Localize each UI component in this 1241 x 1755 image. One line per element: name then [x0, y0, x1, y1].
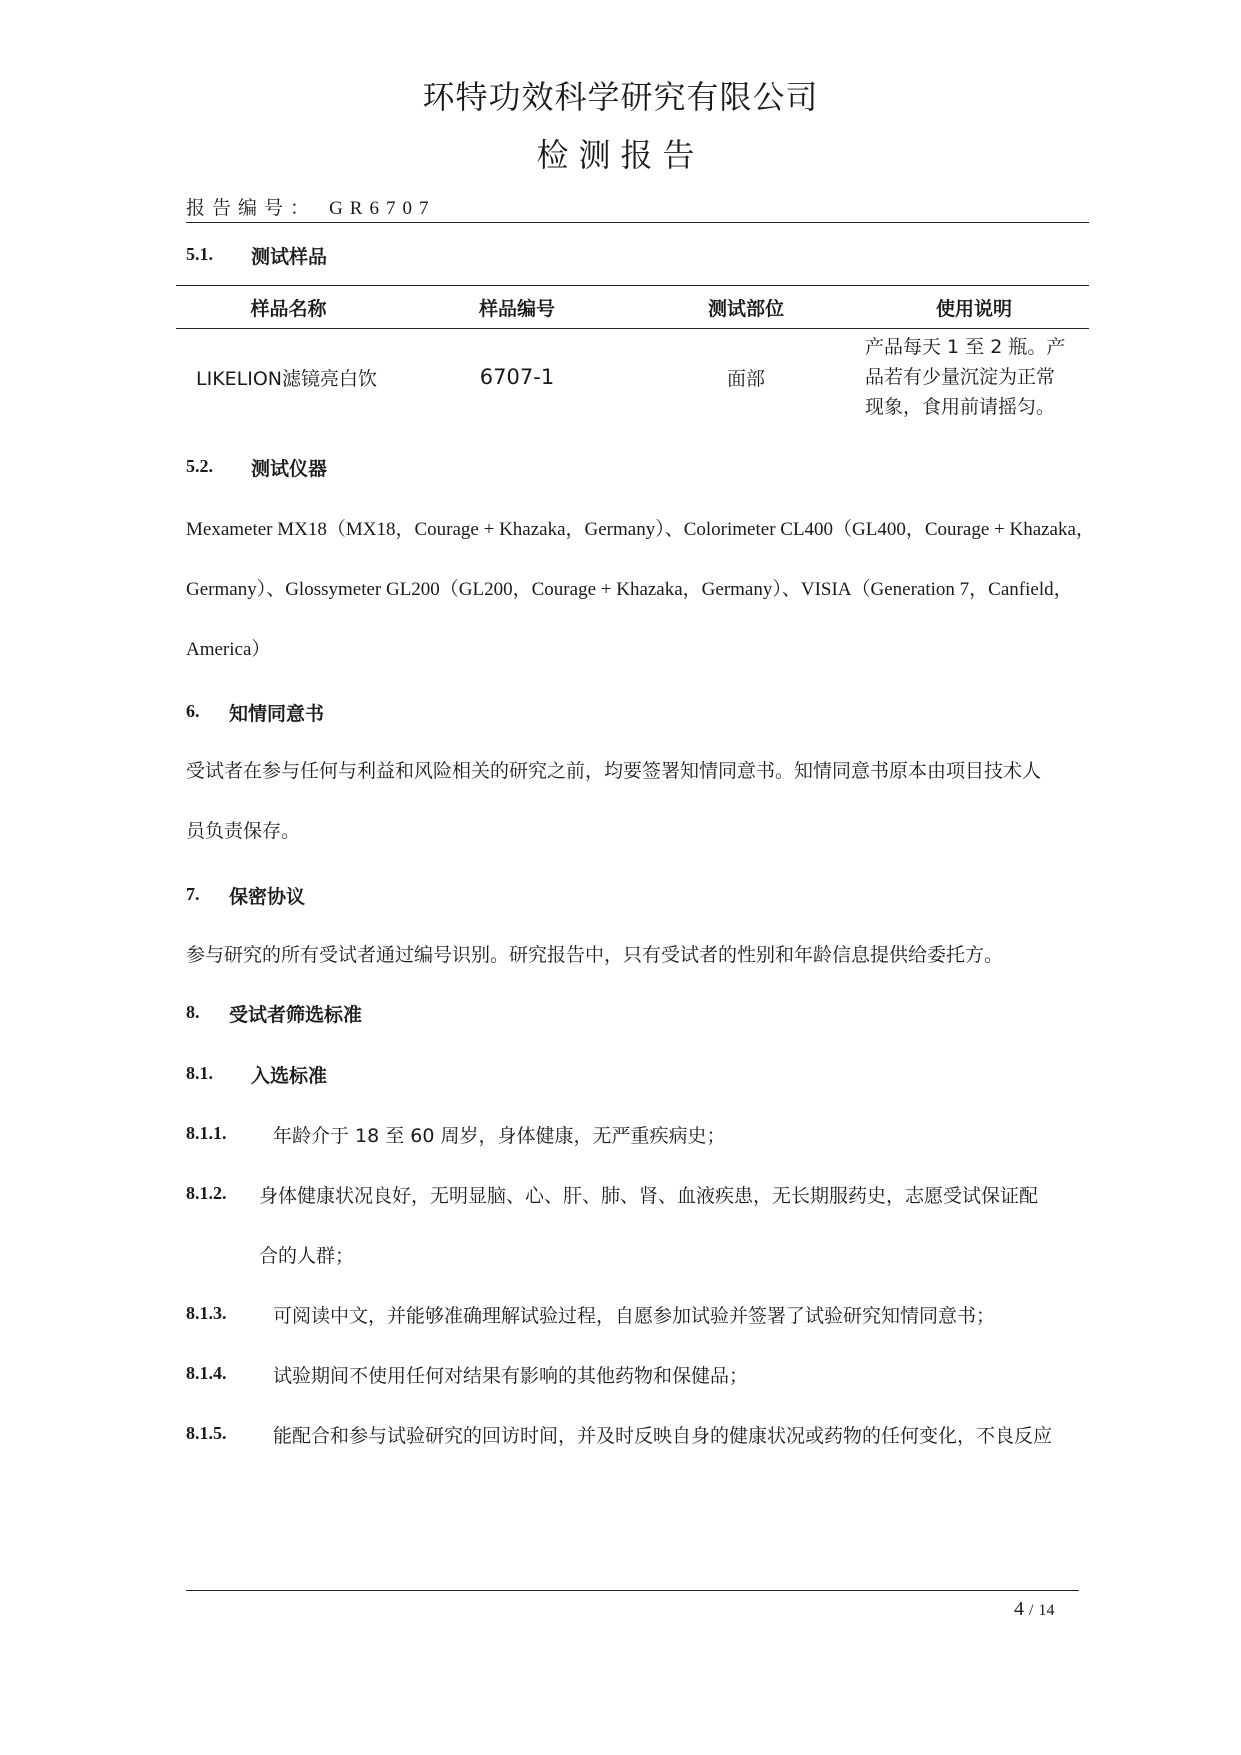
- section-title: 入选标准: [251, 1065, 328, 1087]
- usage-line: 现象，食用前请摇匀。: [865, 396, 1056, 418]
- section-title: 知情同意书: [229, 703, 325, 725]
- section-number: 8.: [186, 1002, 200, 1022]
- section-title: 保密协议: [229, 886, 306, 908]
- criterion-text: 试验期间不使用任何对结果有影响的其他药物和保健品；: [273, 1365, 749, 1387]
- col-header-sample-name: 样品名称: [176, 286, 401, 329]
- section-title: 测试仪器: [251, 458, 328, 480]
- company-name: 环特功效科学研究有限公司: [422, 78, 819, 116]
- col-header-test-area: 测试部位: [633, 286, 859, 329]
- criterion-item: [186, 1183, 1039, 1207]
- criterion-text: 能配合和参与试验研究的回访时间，并及时反映自身的健康状况或药物的任何变化，不良反应: [273, 1425, 1053, 1447]
- criterion-item: [186, 1303, 996, 1327]
- col-header-usage: 使用说明: [859, 286, 1089, 329]
- page-separator: /: [1029, 1602, 1034, 1619]
- total-pages: 14: [1038, 1602, 1055, 1619]
- usage-line: 品若有少量沉淀为正常: [865, 366, 1056, 388]
- section-number: 6.: [186, 701, 200, 721]
- section-number: 5.2.: [186, 456, 213, 476]
- section-8-1-heading: [186, 1063, 328, 1087]
- criterion-item: [186, 1123, 726, 1147]
- instrument-line: America）: [186, 639, 271, 660]
- section-number: 8.1.: [186, 1063, 213, 1083]
- consent-paragraph-line: 员负责保存。: [186, 820, 301, 842]
- section-title: 测试样品: [251, 246, 328, 268]
- consent-paragraph-line: 受试者在参与任何与利益和风险相关的研究之前，均要签署知情同意书。知情同意书原本由项目技术人: [186, 760, 1042, 782]
- criterion-text: 可阅读中文，并能够准确理解试验过程，自愿参加试验并签署了试验研究知情同意书；: [273, 1305, 996, 1327]
- table-row: [176, 329, 1089, 426]
- criterion-number: 8.1.2.: [186, 1183, 227, 1203]
- document-title: 检测报告: [536, 136, 705, 174]
- test-area-cell: 面部: [726, 367, 765, 390]
- usage-line: 产品每天 1 至 2 瓶。产: [865, 336, 1066, 358]
- criterion-text: 年龄介于 18 至 60 周岁，身体健康，无严重疾病史；: [273, 1125, 726, 1147]
- section-number: 7.: [186, 884, 200, 904]
- section-number: 5.1.: [186, 244, 213, 264]
- sample-table: [176, 285, 1089, 425]
- section-5-2-heading: [186, 456, 328, 480]
- sample-code-cell: 6707-1: [479, 365, 555, 389]
- current-page: 4: [1014, 1598, 1024, 1620]
- sample-name-cell: LIKELION滤镜亮白饮: [196, 367, 378, 390]
- section-6-heading: [186, 701, 325, 725]
- criterion-text: 身体健康状况良好，无明显脑、心、肝、肺、肾、血液疾患，无长期服药史，志愿受试保证配: [259, 1185, 1039, 1207]
- criterion-number: 8.1.4.: [186, 1363, 227, 1383]
- report-number-value: GR6707: [329, 198, 436, 219]
- col-header-sample-code: 样品编号: [401, 286, 633, 329]
- section-7-heading: [186, 884, 306, 908]
- criterion-item: [186, 1423, 1053, 1447]
- criterion-number: 8.1.3.: [186, 1303, 227, 1323]
- report-number: [186, 193, 435, 220]
- criterion-text-continuation: 合的人群；: [259, 1245, 355, 1267]
- report-number-label: 报告编号：: [186, 197, 317, 219]
- section-8-heading: [186, 1002, 363, 1026]
- section-5-1-heading: [186, 244, 328, 268]
- usage-cell: [859, 329, 1089, 426]
- instrument-line: Mexameter MX18（MX18，Courage + Khazaka，Germany）、Colorimeter CL400（GL400，Courage + Khazaka，: [186, 519, 1095, 540]
- criterion-number: 8.1.5.: [186, 1423, 227, 1443]
- header-rule: [186, 222, 1089, 223]
- table-header-row: [176, 286, 1089, 329]
- confidentiality-paragraph: 参与研究的所有受试者通过编号识别。研究报告中，只有受试者的性别和年龄信息提供给委托方。: [186, 944, 1004, 966]
- footer-rule: [186, 1590, 1079, 1591]
- criterion-item: [186, 1363, 749, 1387]
- instrument-line: Germany）、Glossymeter GL200（GL200，Courage + Khazaka，Germany）、VISIA（Generation 7，Canfield，: [186, 579, 1073, 600]
- section-title: 受试者筛选标准: [229, 1004, 363, 1026]
- criterion-number: 8.1.1.: [186, 1123, 227, 1143]
- page-number: [1014, 1598, 1054, 1621]
